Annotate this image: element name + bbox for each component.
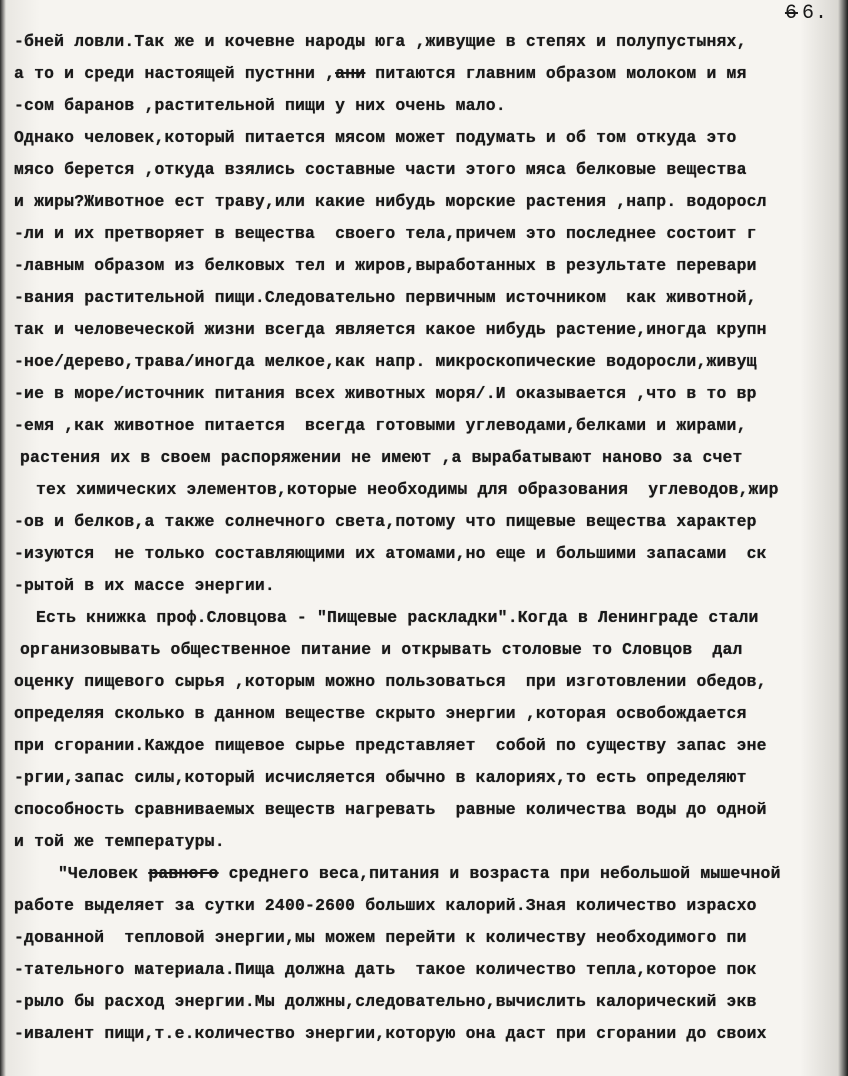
text-line: -изуются не только составляющими их атомами,но еще и большими запасами ск: [14, 544, 767, 563]
text-line: -ивалент пищи,т.е.количество энергии,которую она даст при сгорании до своих: [14, 1024, 767, 1043]
text-line: растения их в своем распоряжении не имеют ,а вырабатывают наново за счет: [20, 448, 743, 467]
text-line: и той же температуры.: [14, 832, 225, 851]
text-line: -дованной тепловой энергии,мы можем перейти к количеству необходимого пи: [14, 928, 747, 947]
paragraph-start-line: [14, 858, 844, 890]
text-line: -ие в море/источник питания всех животных моря/.И оказывается ,что в то вр: [14, 384, 757, 403]
text-line: -тательного материала.Пища должна дать такое количество тепла,которое пок: [14, 960, 757, 979]
text-line: -емя ,как животное питается всегда готовыми углеводами,белками и жирами,: [14, 416, 747, 435]
text-line: так и человеческой жизни всегда является какое нибудь растение,иногда крупн: [14, 320, 767, 339]
text-line: работе выделяет за сутки 2400-2600 больших калорий.Зная количество израсхо: [14, 896, 757, 915]
text-line: мясо берется ,откуда взялись составные части этого мяса белковые вещества: [14, 160, 747, 179]
text-line: тех химических элементов,которые необходимы для образования углеводов,жир: [36, 480, 779, 499]
text-line: и жиры?Животное ест траву,или какие нибудь морские растения ,напр. водоросл: [14, 192, 767, 211]
text-line: -сом баранов ,растительной пищи у них очень мало.: [14, 96, 506, 115]
text-line: -рыло бы расход энергии.Мы должны,следовательно,вычислить калорический экв: [14, 992, 757, 1011]
text-line: -лавным образом из белковых тел и жиров,выработанных в результате перевари: [14, 256, 757, 275]
paragraph-start-line: Однако человек,который питается мясом может подумать и об том откуда это: [14, 128, 737, 147]
text-line: -ли и их претворяет в вещества своего тела,причем это последнее состоит г: [14, 224, 757, 243]
text-line: -бней ловли.Так же и кочевне народы юга ,живущие в степях и полупустынях,: [14, 32, 747, 51]
text-line: -вания растительной пищи.Следовательно первичным источником как животной,: [14, 288, 757, 307]
text-line: -рытой в их массе энергии.: [14, 576, 275, 595]
text-line: [14, 58, 844, 90]
text-line: способность сравниваемых веществ нагревать равные количества воды до одной: [14, 800, 767, 819]
struck-text: ани: [335, 64, 366, 83]
paragraph-start-line: Есть книжка проф.Словцова - "Пищевые раскладки".Когда в Ленинграде стали: [36, 608, 759, 627]
text-line: оценку пищевого сырья ,которым можно пользоваться при изготовлении обедов,: [14, 672, 767, 691]
text-segment: среднего веса,питания и возраста при небольшой мышечной: [218, 864, 781, 883]
text-line: при сгорании.Каждое пищевое сырье представляет собой по существу запас эне: [14, 736, 767, 755]
typed-text-body: [14, 26, 844, 1050]
text-segment: питаются главним образом молоком и мя: [365, 64, 747, 83]
text-line: -ргии,запас силы,который исчисляется обычно в калориях,то есть определяют: [14, 768, 747, 787]
struck-page-number: 6: [784, 2, 798, 25]
text-line: организовывать общественное питание и открывать столовые то Словцов дал: [20, 640, 743, 659]
text-line: определяя сколько в данном веществе скрыто энергии ,которая освобождается: [14, 704, 747, 723]
struck-text: равного: [148, 864, 219, 883]
page-number: [785, 2, 828, 25]
text-line: -ное/дерево,трава/иногда мелкое,как напр. микроскопические водоросли,живущ: [14, 352, 757, 371]
text-line: -ов и белков,а также солнечного света,потому что пищевые вещества характер: [14, 512, 757, 531]
page-number-value: 6.: [801, 2, 828, 25]
text-segment: а то и среди настоящей пустнни ,: [14, 64, 336, 83]
text-segment: "Человек: [58, 864, 149, 883]
